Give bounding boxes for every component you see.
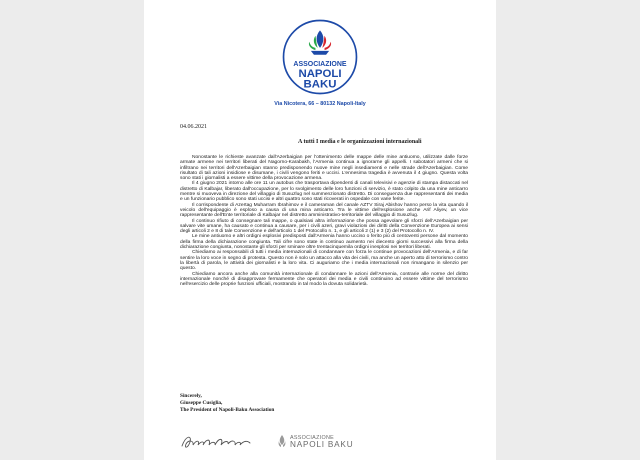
footer-org-line1: ASSOCIAZIONE bbox=[290, 435, 335, 441]
logo-text-line1: ASSOCIAZIONE bbox=[293, 61, 347, 69]
body-paragraph: Il corrispondente di Azertag Muharram Ibrahimov e il cameraman del canale AZTV Siraj Abishov hanno perso la vita quando il veicolo dell'equipaggio è esploso a causa di una mina anticarro. Tra le vittime dell'esplosione anche Arif Aliyev, un vice rappresentante dell'Ente territoriale di Kalbajar nel distretto amministrativo-territoriale del villaggio di Susuzlug. bbox=[180, 202, 468, 219]
letter-closing bbox=[180, 393, 274, 414]
signer-name: Giuseppe Cusiglia, bbox=[180, 400, 223, 406]
logo-text-line2: NAPOLI bbox=[298, 67, 342, 80]
body-paragraph: Il continuo rifiuto di consegnare tali mappe, o qualsiasi altra informazione che possa agevolare gli sforzi dell'Azerbaigian per salvare vite umane, ha causato e continua a causare, per i civili azeri, gravi violazioni dei diritti della Convenzione Europea ai sensi degli articoli 2 e 8 di tale Convenzione e dell'articolo 1 del Protocollo n. 1, e gli articoli 2 (1) e 3 (2) del Protocollo n. IV. bbox=[180, 218, 468, 235]
footer-org-name bbox=[290, 436, 353, 447]
body-paragraph: Chiediamo ancora anche alla comunità internazionale di condannare le azioni dell'Armenia, contrarie alle norme del diritto internazionale nonché di disapprovare fermamente che operatori dei media e civili continuino ad essere vittime del terrorismo nell'esercizio delle proprie funzioni ufficiali, mostrando in tal modo la dovuta solidarietà. bbox=[180, 271, 468, 288]
closing-phrase: Sincerely, bbox=[180, 393, 202, 399]
handwritten-signature bbox=[180, 433, 266, 451]
footer-org-line2: NAPOLI BAKU bbox=[290, 439, 354, 449]
body-paragraph: Il 4 giugno 2021 intorno alle ore 11 un autobus che trasportava dipendenti di canali televisivi e agenzie di stampa distaccati nel distretto di Kalbajar, liberato dall'occupazione, per lo svolgimento delle loro funzioni di servizio, è stato colpito da una mine anticarro mentre si muoveva in direzione del villaggio di Susuzlug nel summenzionato distretto. Di conseguenza due rappresentanti dei media e un funzionario pubblico sono stati uccisi e altri quattro sono stati ricoverati in ospedale con varie ferite. bbox=[180, 181, 468, 203]
signature-row bbox=[180, 433, 480, 451]
letterhead-address: Via Nicotera, 66 – 80132 Napoli-Italy bbox=[274, 101, 366, 107]
right-margin-panel bbox=[496, 0, 640, 460]
body-paragraph: Chiediamo ai responsabili di tutti i media internazionali di condannare con forza le continue provocazioni dell'Armenia, e di far sentire la loro voce in segno di protesta. Questo non è solo un attacco alla vita dei civili, ma anche un aperto atto di terrorismo contro la libertà di parola, le attività dei giornalisti e la loro vita. Ci auguriamo che i media internazionali non rimangano in silenzio per questo. bbox=[180, 250, 468, 272]
letter-body bbox=[180, 155, 468, 287]
letter-date: 04.06.2021 bbox=[180, 124, 207, 130]
association-logo bbox=[282, 19, 358, 95]
body-paragraph: Nonostante le richieste avanzate dall'Azerbaigian per l'ottenimento delle mappe delle mine antiuomo, utilizzate dalle forze armate armene nei territori liberati del Nagorno-Karabakh, l'Armenia continua a ignorarne gli appelli. I sabotatori armeni che si infiltrano nei territori dell'Azerbaigian stanno predisponendo nuove mine negli insediamenti e nelle strade dell'Azerbaigian. Come risultato di tali azioni insidiose e disumane, i civili vengono feriti e uccisi. L'ennesima tragedia è avvenuta il 4 giugno. Questa volta sono stati i giornalisti a essere vittime della provocazione armena. bbox=[180, 155, 468, 182]
signer-title: The President of Napoli-Baku Association bbox=[180, 407, 275, 413]
body-paragraph: Le mine antiuomo e altri ordigni esplosivi predisposti dall'Armenia hanno ucciso o ferito più di centoventi persone dal momento della firma della dichiarazione congiunta. Tali cifre sono state in continuo aumento nei diecento giorni successivi alla firma della dichiarazione congiunta, nonostante gli sforzi per sminare oltre trentacinquemila ordigni inesplosi nei territori liberati. bbox=[180, 234, 468, 251]
footer-logo bbox=[275, 433, 354, 451]
flame-icon bbox=[275, 433, 289, 451]
letter-salutation: A tutti I media e le organizzazioni internazionali bbox=[298, 139, 422, 145]
left-margin-panel bbox=[0, 0, 144, 460]
logo-text-line3: BAKU bbox=[303, 78, 337, 91]
